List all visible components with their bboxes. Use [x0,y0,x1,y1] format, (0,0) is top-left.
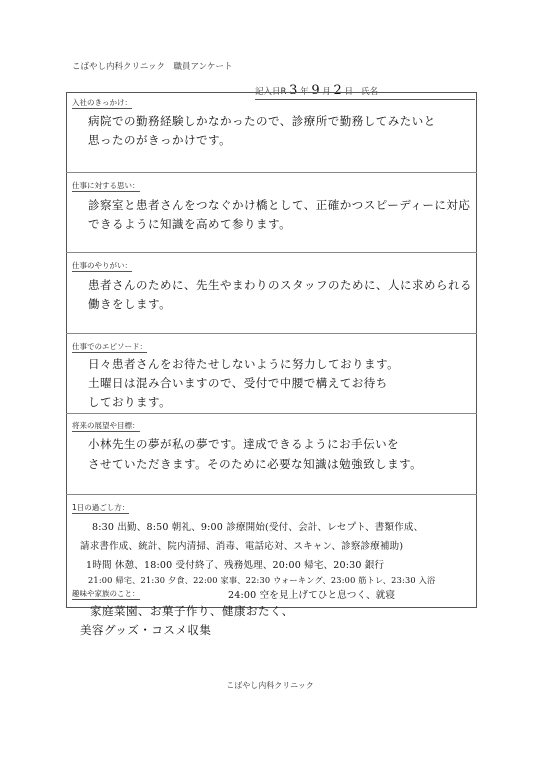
episode-text-line: しております。 [88,395,172,409]
thoughts-label: 仕事に対する思い： [72,181,140,190]
page-header-title: こばやし内科クリニック 職員アンケート [72,62,233,72]
thoughts-text-line: できるように知識を高めて参ります。 [88,217,292,231]
episode-text-line: 日々患者さんをお待たせしないように努力しております。 [88,357,400,371]
fulfillment-label: 仕事のやりがい： [72,261,132,270]
daily-text-line: 1時間 休憩、18:00 受付終了、残務処理、20:00 帰宅、20:30 銀行 [86,560,385,571]
thoughts-text-line: 診察室と患者さんをつなぐかけ橋として、正確かつスピーディーに対応 [88,198,471,212]
daily-text-line: 21:00 帰宅、21:30 夕食、22:00 家事、22:30 ウォーキング、23:00 筋トレ、23:30 入浴 [88,575,436,585]
date-day-unit: 日 [344,87,354,97]
footer-clinic-name: こばやし内科クリニック [226,681,314,690]
future-label: 将来の展望や目標： [72,421,140,430]
divider [66,333,477,334]
divider [66,172,477,173]
name-label: 氏名 [361,87,379,97]
future-text-line: させていただきます。そのために必要な知識は勉強致します。 [88,457,423,471]
motivation-label: 入社のきっかけ： [72,98,132,107]
divider [66,413,477,414]
date-month: 9 [311,83,320,98]
hobbies-text-line: 家庭菜園、お菓子作り、健康おたく、 [90,604,294,618]
date-month-unit: 月 [322,87,331,97]
date-year-unit: 年 [300,87,309,97]
daily-text-line: 請求書作成、統計、院内清掃、消毒、電話応対、スキャン、診察診療補助) [80,541,404,552]
episode-text-line: 土曜日は混み合いますので、受付で中腰で構えてお待ち [88,376,388,390]
fulfillment-text-line: 働きをします。 [88,297,172,311]
daily-text-line: 8:30 出勤、8:50 朝礼、9:00 診療開始(受付、会計、レセプト、書類作成、 [92,522,424,533]
motivation-text-line: 思ったのがきっかけです。 [88,133,232,147]
daily-text-line: 24:00 空を見上げてひと息つく、就寝 [228,590,396,601]
date-year: 3 [289,83,298,98]
hobbies-label: 趣味や家族のこと： [72,589,140,598]
date-day: 2 [333,83,342,98]
future-text-line: 小林先生の夢が私の夢です。達成できるようにお手伝いを [88,437,400,451]
fulfillment-text-line: 患者さんのために、先生やまわりのスタッフのために、人に求められる [88,278,472,292]
daily-label: 1日の過ごし方： [72,503,130,512]
divider [66,494,477,495]
divider [66,252,477,253]
hobbies-text-line: 美容グッズ・コスメ収集 [80,623,212,637]
episode-label: 仕事でのエピソード： [72,342,147,351]
date-label: 記入日R [255,87,287,97]
motivation-text-line: 病院での勤務経験しかなかったので、診療所で勤務してみたいと [88,114,436,128]
